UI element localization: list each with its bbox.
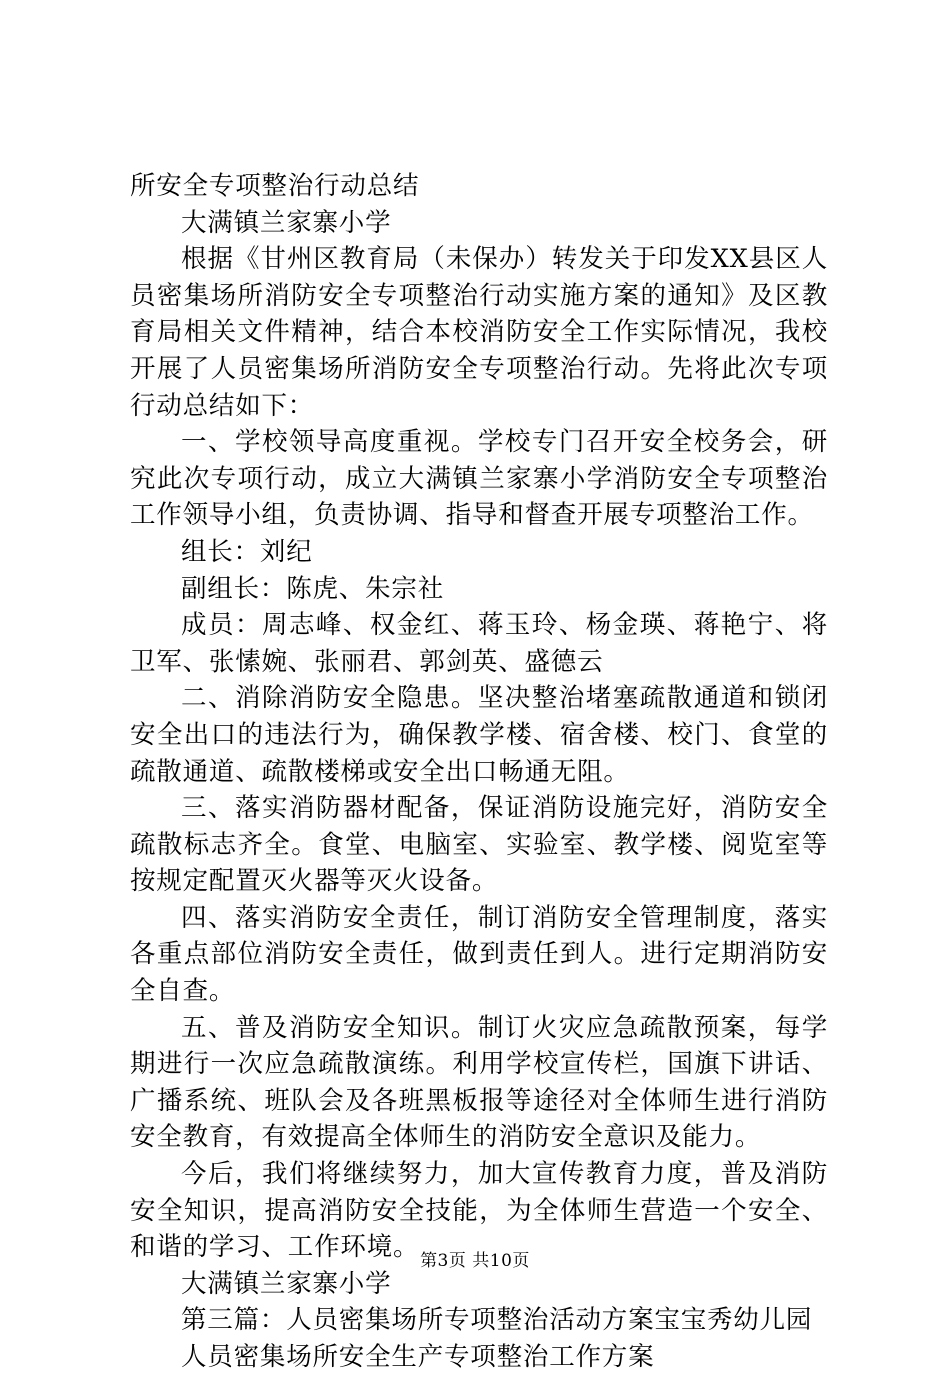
document-body bbox=[130, 168, 828, 1376]
signature-line: 大满镇兰家寨小学 bbox=[181, 1268, 392, 1299]
school-name: 大满镇兰家寨小学 bbox=[181, 207, 392, 238]
section-3-paragraph: 三、落实消防器材配备，保证消防设施完好，消防安全疏散标志齐全。食堂、电脑室、实验室、教学楼、阅览室等按规定配置灭火器等灭火设备。 bbox=[130, 793, 828, 897]
section-4-paragraph: 四、落实消防安全责任，制订消防安全管理制度，落实各重点部位消防安全责任，做到责任到人。进行定期消防安全自查。 bbox=[130, 902, 828, 1007]
next-chapter-title: 第三篇：人员密集场所专项整治活动方案宝宝秀幼儿园 bbox=[181, 1305, 813, 1336]
section-1-paragraph: 一、学校领导高度重视。学校专门召开安全校务会，研究此次专项行动，成立大满镇兰家寨小学消防安全专项整治工作领导小组，负责协调、指导和督查开展专项整治工作。 bbox=[130, 427, 828, 531]
deputy-leader-line: 副组长：陈虎、朱宗社 bbox=[181, 573, 445, 604]
leader-line: 组长：刘纪 bbox=[181, 536, 313, 567]
intro-paragraph: 根据《甘州区教育局（未保办）转发关于印发XX县区人员密集场所消防安全专项整治行动实施方案的通知》及区教育局相关文件精神，结合本校消防安全工作实际情况，我校开展了人员密集场所消防安全专项整治行动。先将此次专项行动总结如下： bbox=[130, 244, 828, 421]
members-paragraph: 成员：周志峰、权金红、蒋玉玲、杨金瑛、蒋艳宁、将卫军、张愫婉、张丽君、郭剑英、盛德云 bbox=[130, 610, 828, 677]
section-5-paragraph: 五、普及消防安全知识。制订火灾应急疏散预案，每学期进行一次应急疏散演练。利用学校宣传栏，国旗下讲话、广播系统、班队会及各班黑板报等途径对全体师生进行消防安全教育，有效提高全体师生的消防安全意识及能力。 bbox=[130, 1012, 828, 1153]
next-chapter-subtitle: 人员密集场所安全生产专项整治工作方案 bbox=[181, 1342, 655, 1372]
closing-paragraph: 今后，我们将继续努力，加大宣传教育力度，普及消防安全知识，提高消防安全技能，为全体师生营造一个安全、和谐的学习、工作环境。 bbox=[130, 1159, 828, 1263]
section-2-paragraph: 二、消除消防安全隐患。坚决整治堵塞疏散通道和锁闭安全出口的违法行为，确保教学楼、宿舍楼、校门、食堂的疏散通道、疏散楼梯或安全出口畅通无阻。 bbox=[130, 683, 828, 787]
document-title-line: 所安全专项整治行动总结 bbox=[130, 171, 420, 201]
page-number-footer: 第3页 共10页 bbox=[420, 1251, 530, 1271]
